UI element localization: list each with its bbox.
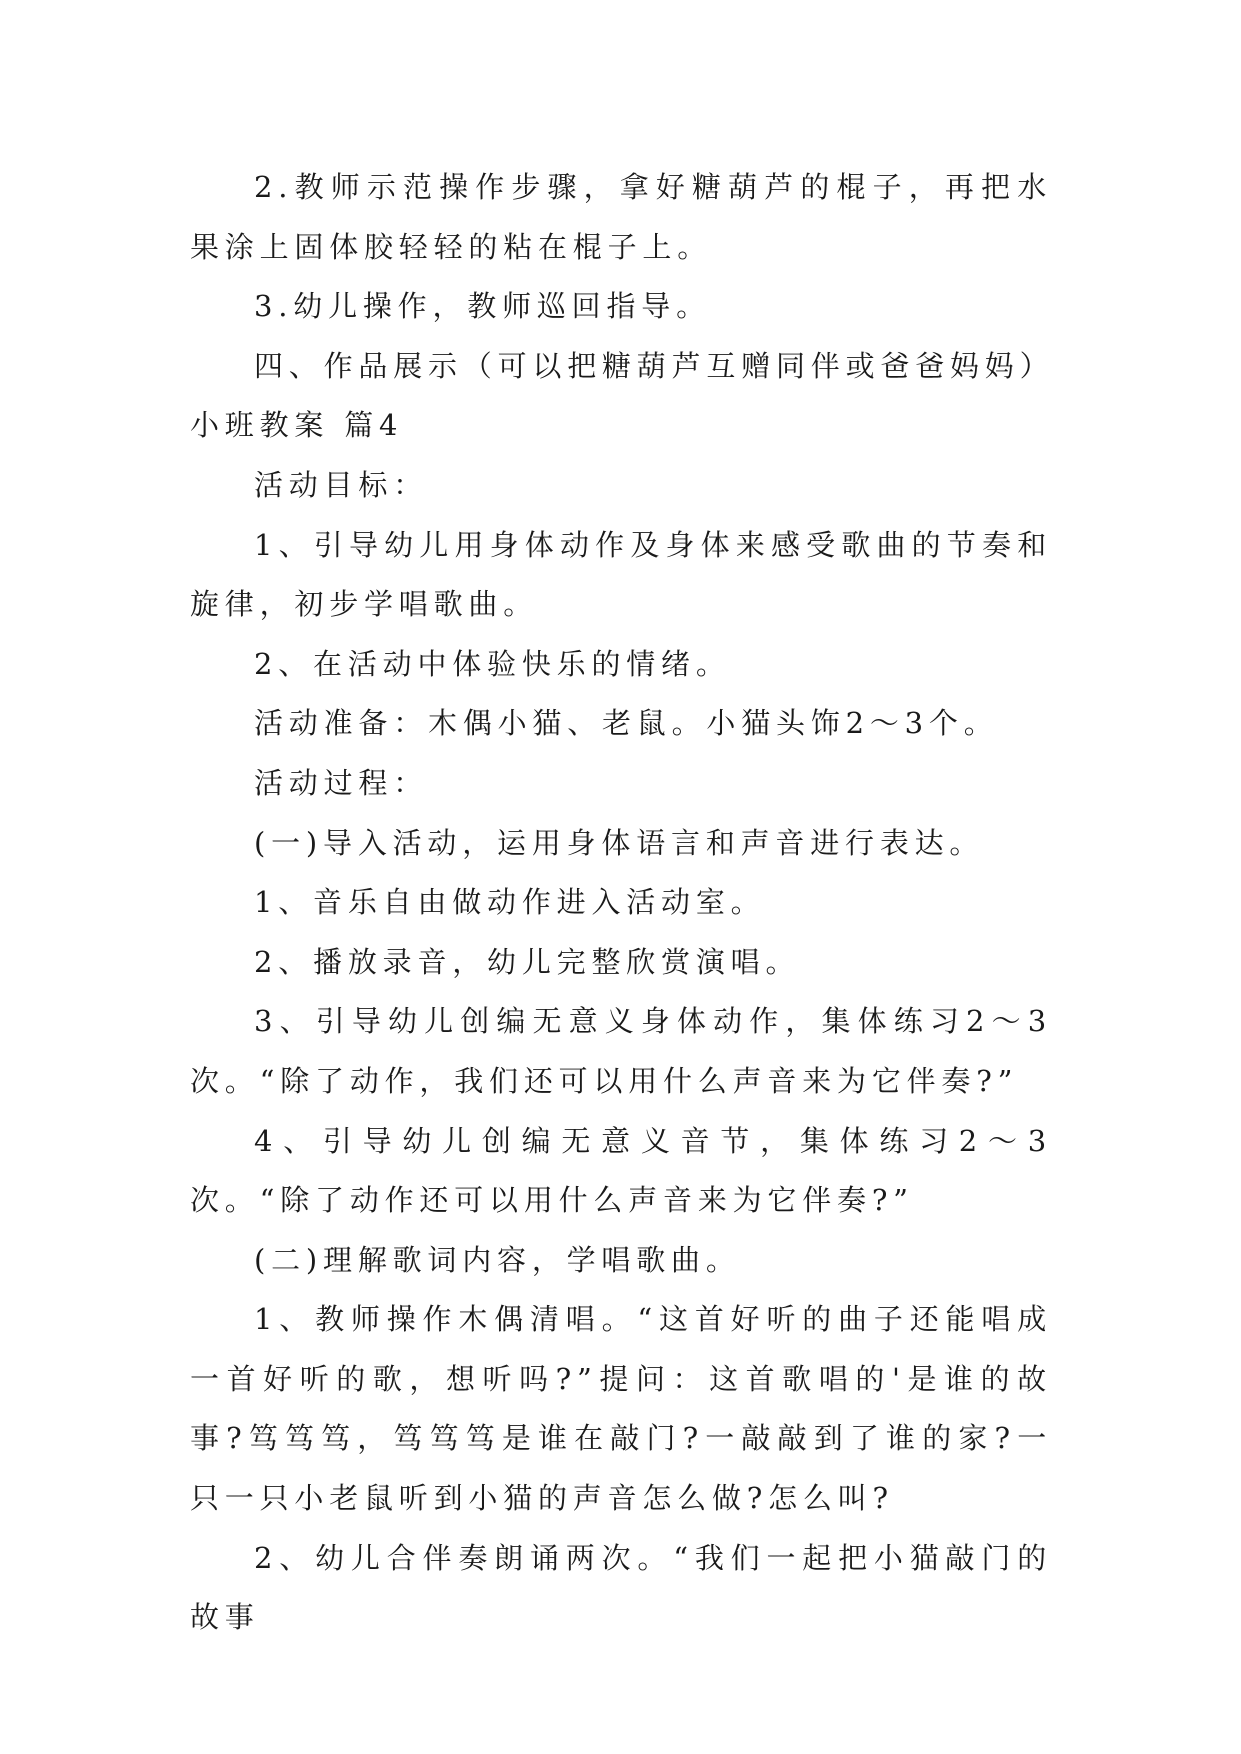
paragraph-part-1: (一)导入活动，运用身体语言和声音进行表达。 (254, 825, 985, 860)
paragraph-part-2-step-2: 2、幼儿合伴奏朗诵两次。“我们一起把小猫敲门的故事 (190, 1540, 1052, 1635)
paragraph-process-label: 活动过程： (254, 765, 429, 800)
paragraph-goal-2: 2、在活动中体验快乐的情绪。 (254, 646, 731, 681)
paragraph-goals-label: 活动目标： (254, 467, 429, 502)
paragraph-section-4: 四、作品展示（可以把糖葫芦互赠同伴或爸爸妈妈） (254, 348, 1055, 383)
paragraph-step-3: 3.幼儿操作，教师巡回指导。 (254, 289, 711, 324)
paragraph-part-1-step-2: 2、播放录音，幼儿完整欣赏演唱。 (254, 944, 801, 979)
paragraph-part-2: (二)理解歌词内容，学唱歌曲。 (254, 1242, 741, 1277)
paragraph-part-2-step-1: 1、教师操作木偶清唱。“这首好听的曲子还能唱成一首好听的歌，想听吗?”提问：这首歌唱的'是谁的故事?笃笃笃，笃笃笃是谁在敲门?一敲敲到了谁的家?一只一只小老鼠听到小猫的声音怎么做?怎么叫? (190, 1302, 1052, 1516)
document-body (190, 158, 1055, 1648)
paragraph-goal-1: 1、引导幼儿用身体动作及身体来感受歌曲的节奏和旋律，初步学唱歌曲。 (190, 527, 1052, 622)
paragraph-part-1-step-1: 1、音乐自由做动作进入活动室。 (254, 885, 766, 920)
paragraph-preparation: 活动准备：木偶小猫、老鼠。小猫头饰2～3个。 (254, 706, 999, 741)
paragraph-part-1-step-4: 4、引导幼儿创编无意义音节，集体练习2～3次。“除了动作还可以用什么声音来为它伴奏?” (190, 1123, 1052, 1218)
paragraph-part-1-step-3: 3、引导幼儿创编无意义身体动作，集体练习2～3次。“除了动作，我们还可以用什么声音来为它伴奏?” (190, 1004, 1052, 1098)
lesson-heading: 小班教案 篇4 (190, 408, 404, 443)
paragraph-step-2: 2.教师示范操作步骤，拿好糖葫芦的棍子，再把水果涂上固体胶轻轻的粘在棍子上。 (190, 170, 1052, 264)
